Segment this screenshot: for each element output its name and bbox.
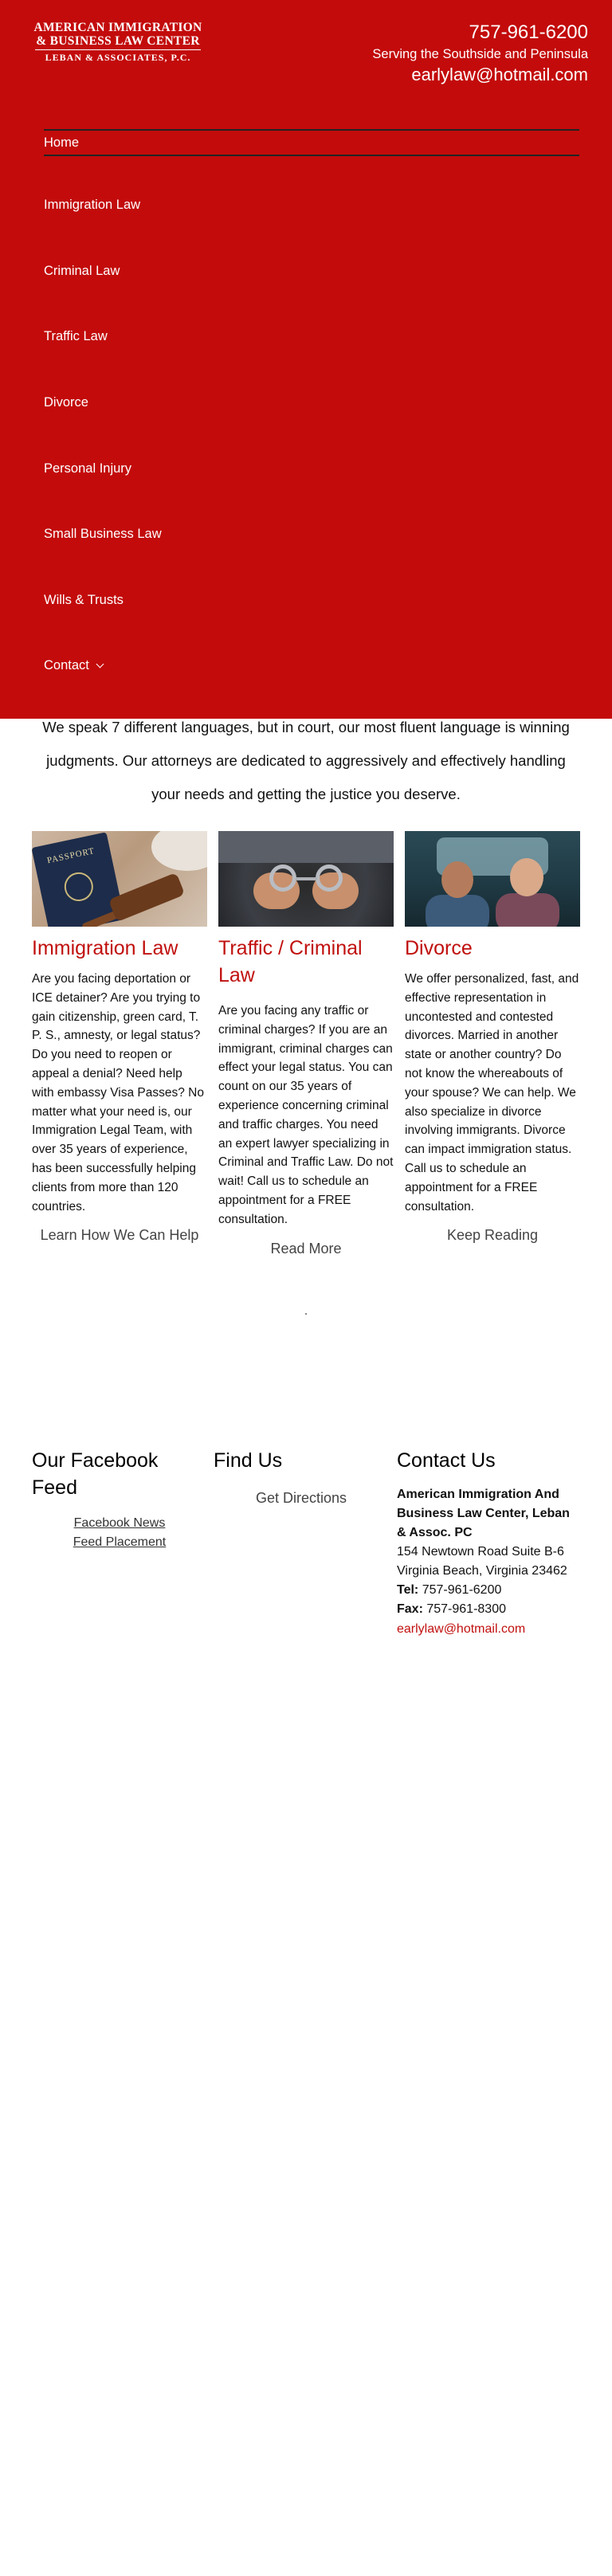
passport-label: PASSPORT: [45, 845, 96, 866]
facebook-news-link[interactable]: Facebook News: [73, 1516, 166, 1530]
passport-seal: [61, 870, 96, 904]
footer-address: [397, 1485, 580, 1619]
nav-item-immigration-law[interactable]: Immigration Law: [44, 198, 141, 212]
person-shape: [496, 893, 559, 927]
practice-card-immigration: [32, 831, 207, 1244]
header-serving: Serving the Southside and Peninsula: [372, 47, 588, 61]
nav-item-traffic-law[interactable]: Traffic Law: [44, 329, 108, 343]
nav-item-small-business-law[interactable]: Small Business Law: [44, 527, 162, 541]
footer-email-link[interactable]: earlylaw@hotmail.com: [397, 1622, 526, 1636]
footer-contact: [397, 1447, 580, 1637]
learn-more-link[interactable]: Learn How We Can Help: [40, 1227, 199, 1244]
practice-body: Are you facing any traffic or criminal charges? If you are an immigrant, criminal charges can effect your legal status. You can count on our 35 years of experience concerning criminal and traffic charges. You need an expert lawyer specializing in Criminal and Traffic Law. Do not wait! Call us to schedule an appointment for a FREE consultation.: [218, 1004, 394, 1226]
footer-heading: Find Us: [214, 1449, 283, 1472]
nav-item-divorce[interactable]: Divorce: [44, 395, 88, 410]
nav-item-criminal-law[interactable]: Criminal Law: [44, 264, 120, 278]
fax-number: 757-961-8300: [426, 1602, 506, 1616]
firm-name: American Immigration And Business Law Center, Leban & Assoc. PC: [397, 1488, 570, 1539]
header-phone[interactable]: 757-961-6200: [469, 22, 588, 43]
couple-car-photo: [405, 831, 580, 927]
handcuff-icon: [269, 865, 296, 892]
practice-card-divorce: [405, 831, 580, 1244]
practice-title[interactable]: Traffic / Criminal Law: [218, 937, 363, 986]
tel-number[interactable]: 757-961-6200: [422, 1583, 502, 1597]
tel-line: [397, 1581, 580, 1600]
site-logo[interactable]: [32, 21, 204, 64]
fax-line: [397, 1600, 580, 1619]
feed-placement-link[interactable]: Feed Placement: [73, 1535, 167, 1549]
header-contact: [372, 21, 588, 86]
divider-dot: [305, 1313, 307, 1315]
chevron-down-icon: [96, 661, 104, 669]
logo-divider: [35, 49, 201, 50]
logo-line-1: AMERICAN IMMIGRATION: [33, 21, 202, 34]
passport-gavel-photo: [32, 831, 207, 927]
intro-text: We speak 7 different languages, but in court, our most fluent language is winning judgments. Our attorneys are dedicated to aggressively and effectively handling your needs and getting the justice you deserve.: [42, 719, 570, 802]
street-address: 154 Newtown Road Suite B-6: [397, 1545, 564, 1559]
nav-item-personal-injury[interactable]: Personal Injury: [44, 461, 132, 476]
gavel-icon: [108, 872, 186, 922]
photo-decor: [218, 831, 394, 863]
footer-heading: Contact Us: [397, 1449, 496, 1472]
header-banner: [0, 0, 612, 719]
photo-decor: [151, 831, 207, 871]
footer-find-us: [214, 1447, 389, 1507]
person-head: [441, 861, 473, 898]
get-directions-link[interactable]: Get Directions: [255, 1490, 347, 1506]
read-more-link[interactable]: Read More: [270, 1240, 342, 1257]
tel-label: Tel:: [397, 1583, 419, 1597]
header-email[interactable]: earlylaw@hotmail.com: [411, 65, 588, 84]
footer-heading: Our Facebook Feed: [32, 1449, 159, 1499]
nav-item-label: Contact: [44, 658, 89, 672]
practice-title[interactable]: Divorce: [405, 937, 473, 959]
footer-facebook: [32, 1447, 207, 1552]
nav-item-label: Home: [44, 135, 80, 150]
handcuffs-photo: [218, 831, 394, 927]
facebook-links: [32, 1514, 207, 1552]
practice-body: We offer personalized, fast, and effective representation in uncontested and contested divorces. Married in another state or another country? Do not know the whereabouts of your spouse? We can help. We also specialize in divorce involving immigrants. Divorce can impact immigration status. Call us to schedule an appointment for a FREE consultation.: [405, 972, 579, 1214]
logo-line-2: & BUSINESS LAW CENTER: [36, 34, 200, 48]
practice-body: Are you facing deportation or ICE detainer? Are you trying to gain citizenship, green card, T. P. S., amnesty, or legal status? Do you need to reopen or appeal a denial? Need help with embassy Visa Passes? No matter what your need is, our Immigration Legal Team, with over 35 years of experience, has been successfully helping clients from more than 120 countries.: [32, 972, 204, 1214]
nav-item-contact[interactable]: [44, 658, 103, 673]
person-shape: [426, 895, 489, 927]
fax-label: Fax:: [397, 1602, 423, 1616]
person-head: [510, 858, 543, 896]
logo-line-3: LEBAN & ASSOCIATES, P.C.: [45, 52, 191, 63]
nav-item-wills-trusts[interactable]: Wills & Trusts: [44, 593, 124, 607]
handcuff-icon: [316, 865, 343, 892]
handcuff-chain: [296, 877, 317, 880]
nav-item-home[interactable]: [44, 129, 579, 156]
city-address: Virginia Beach, Virginia 23462: [397, 1564, 567, 1578]
keep-reading-link[interactable]: Keep Reading: [446, 1227, 539, 1244]
practice-card-traffic-criminal: [218, 831, 394, 1257]
practice-title[interactable]: Immigration Law: [32, 937, 178, 959]
